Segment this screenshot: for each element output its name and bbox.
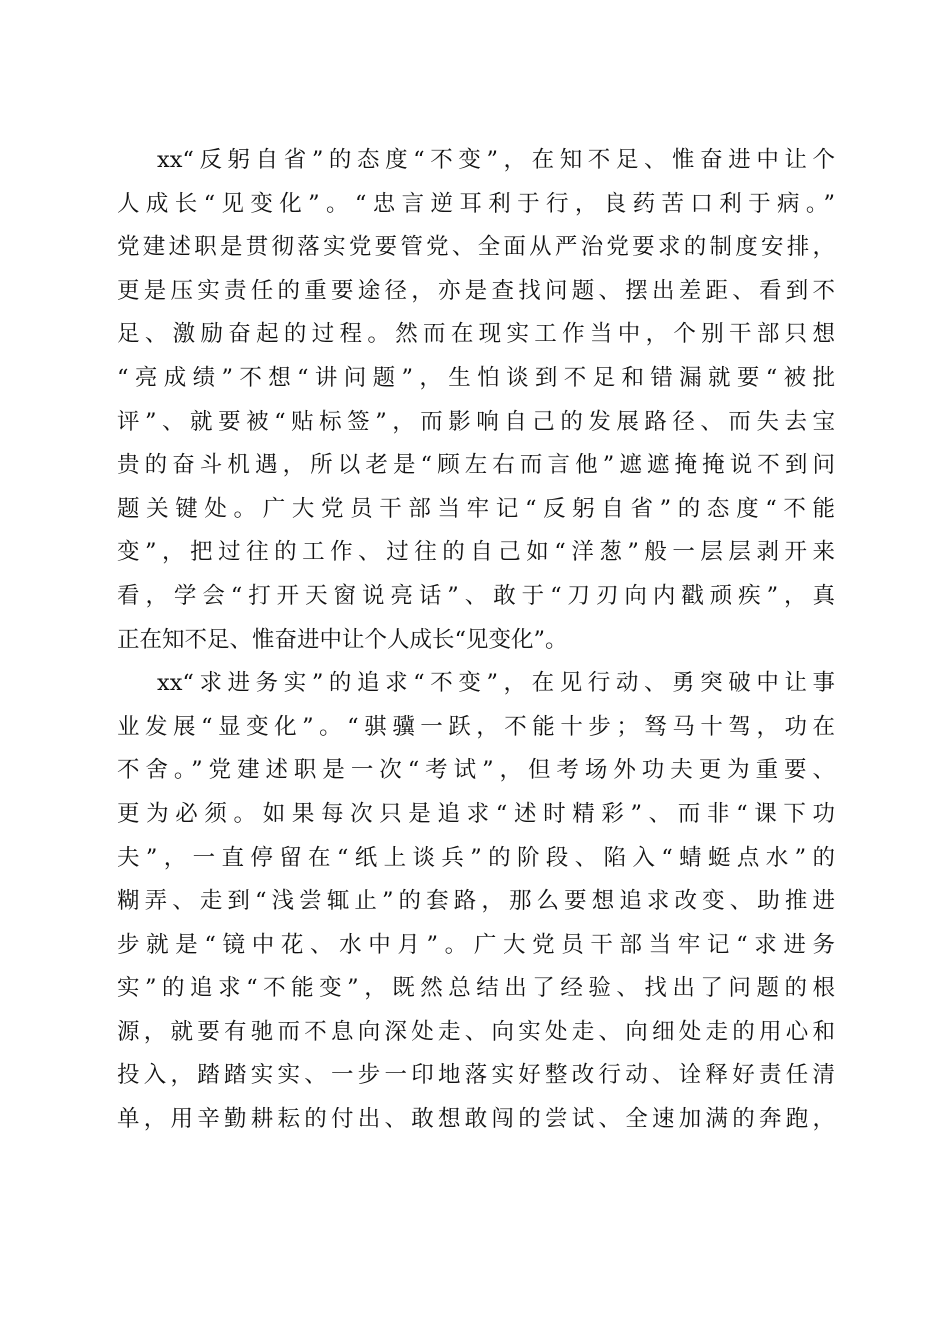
text-line: 看，学会“打开天窗说亮话”、敢于“刀刃向内戳顽疾”，真 bbox=[117, 582, 835, 609]
text-line: 足、激励奋起的过程。然而在现实工作当中，个别干部只想 bbox=[117, 321, 835, 348]
paragraph-1 bbox=[117, 139, 835, 662]
text-line: 源，就要有驰而不息向深处走、向实处走、向细处走的用心和 bbox=[117, 1018, 835, 1045]
text-line: 更是压实责任的重要途径，亦是查找问题、摆出差距、看到不 bbox=[117, 277, 835, 304]
text-line: 贵的奋斗机遇，所以老是“顾左右而言他”遮遮掩掩说不到问 bbox=[117, 452, 835, 479]
text-line: 单，用辛勤耕耘的付出、敢想敢闯的尝试、全速加满的奔跑， bbox=[117, 1106, 835, 1133]
text-line: 党建述职是贯彻落实党要管党、全面从严治党要求的制度安排， bbox=[117, 234, 835, 261]
text-line: xx“反躬自省”的态度“不变”，在知不足、惟奋进中让个 bbox=[157, 147, 835, 173]
text-line: 实”的追求“不能变”，既然总结出了经验、找出了问题的根 bbox=[117, 975, 835, 1002]
text-line: 人成长“见变化”。“忠言逆耳利于行，良药苦口利于病。” bbox=[117, 190, 835, 217]
text-line: 步就是“镜中花、水中月”。广大党员干部当牢记“求进务 bbox=[117, 931, 835, 958]
text-line: 投入，踏踏实实、一步一印地落实好整改行动、诠释好责任清 bbox=[117, 1062, 835, 1089]
text-line: 糊弄、走到“浅尝辄止”的套路，那么要想追求改变、助推进 bbox=[117, 888, 835, 915]
text-line: 变”，把过往的工作、过往的自己如“洋葱”般一层层剥开来 bbox=[117, 539, 835, 566]
text-line: “亮成绩”不想“讲问题”，生怕谈到不足和错漏就要“被批 bbox=[117, 364, 835, 391]
text-line: 业发展“显变化”。“骐骥一跃，不能十步；驽马十驾，功在 bbox=[117, 713, 835, 740]
text-line: 评”、就要被“贴标签”，而影响自己的发展路径、而失去宝 bbox=[117, 408, 835, 435]
text-line: xx“求进务实”的追求“不变”，在见行动、勇突破中让事 bbox=[157, 670, 835, 697]
paragraph-2 bbox=[117, 662, 835, 1142]
text-line: 更为必须。如果每次只是追求“述时精彩”、而非“课下功 bbox=[117, 800, 835, 827]
body-text bbox=[117, 139, 835, 1142]
text-line: 题关键处。广大党员干部当牢记“反躬自省”的态度“不能 bbox=[117, 495, 835, 522]
text-line: 夫”，一直停留在“纸上谈兵”的阶段、陷入“蜻蜓点水”的 bbox=[117, 844, 835, 871]
text-line: 正在知不足、惟奋进中让个人成长“见变化”。 bbox=[117, 626, 568, 653]
text-line: 不舍。”党建述职是一次“考试”，但考场外功夫更为重要、 bbox=[117, 757, 835, 784]
